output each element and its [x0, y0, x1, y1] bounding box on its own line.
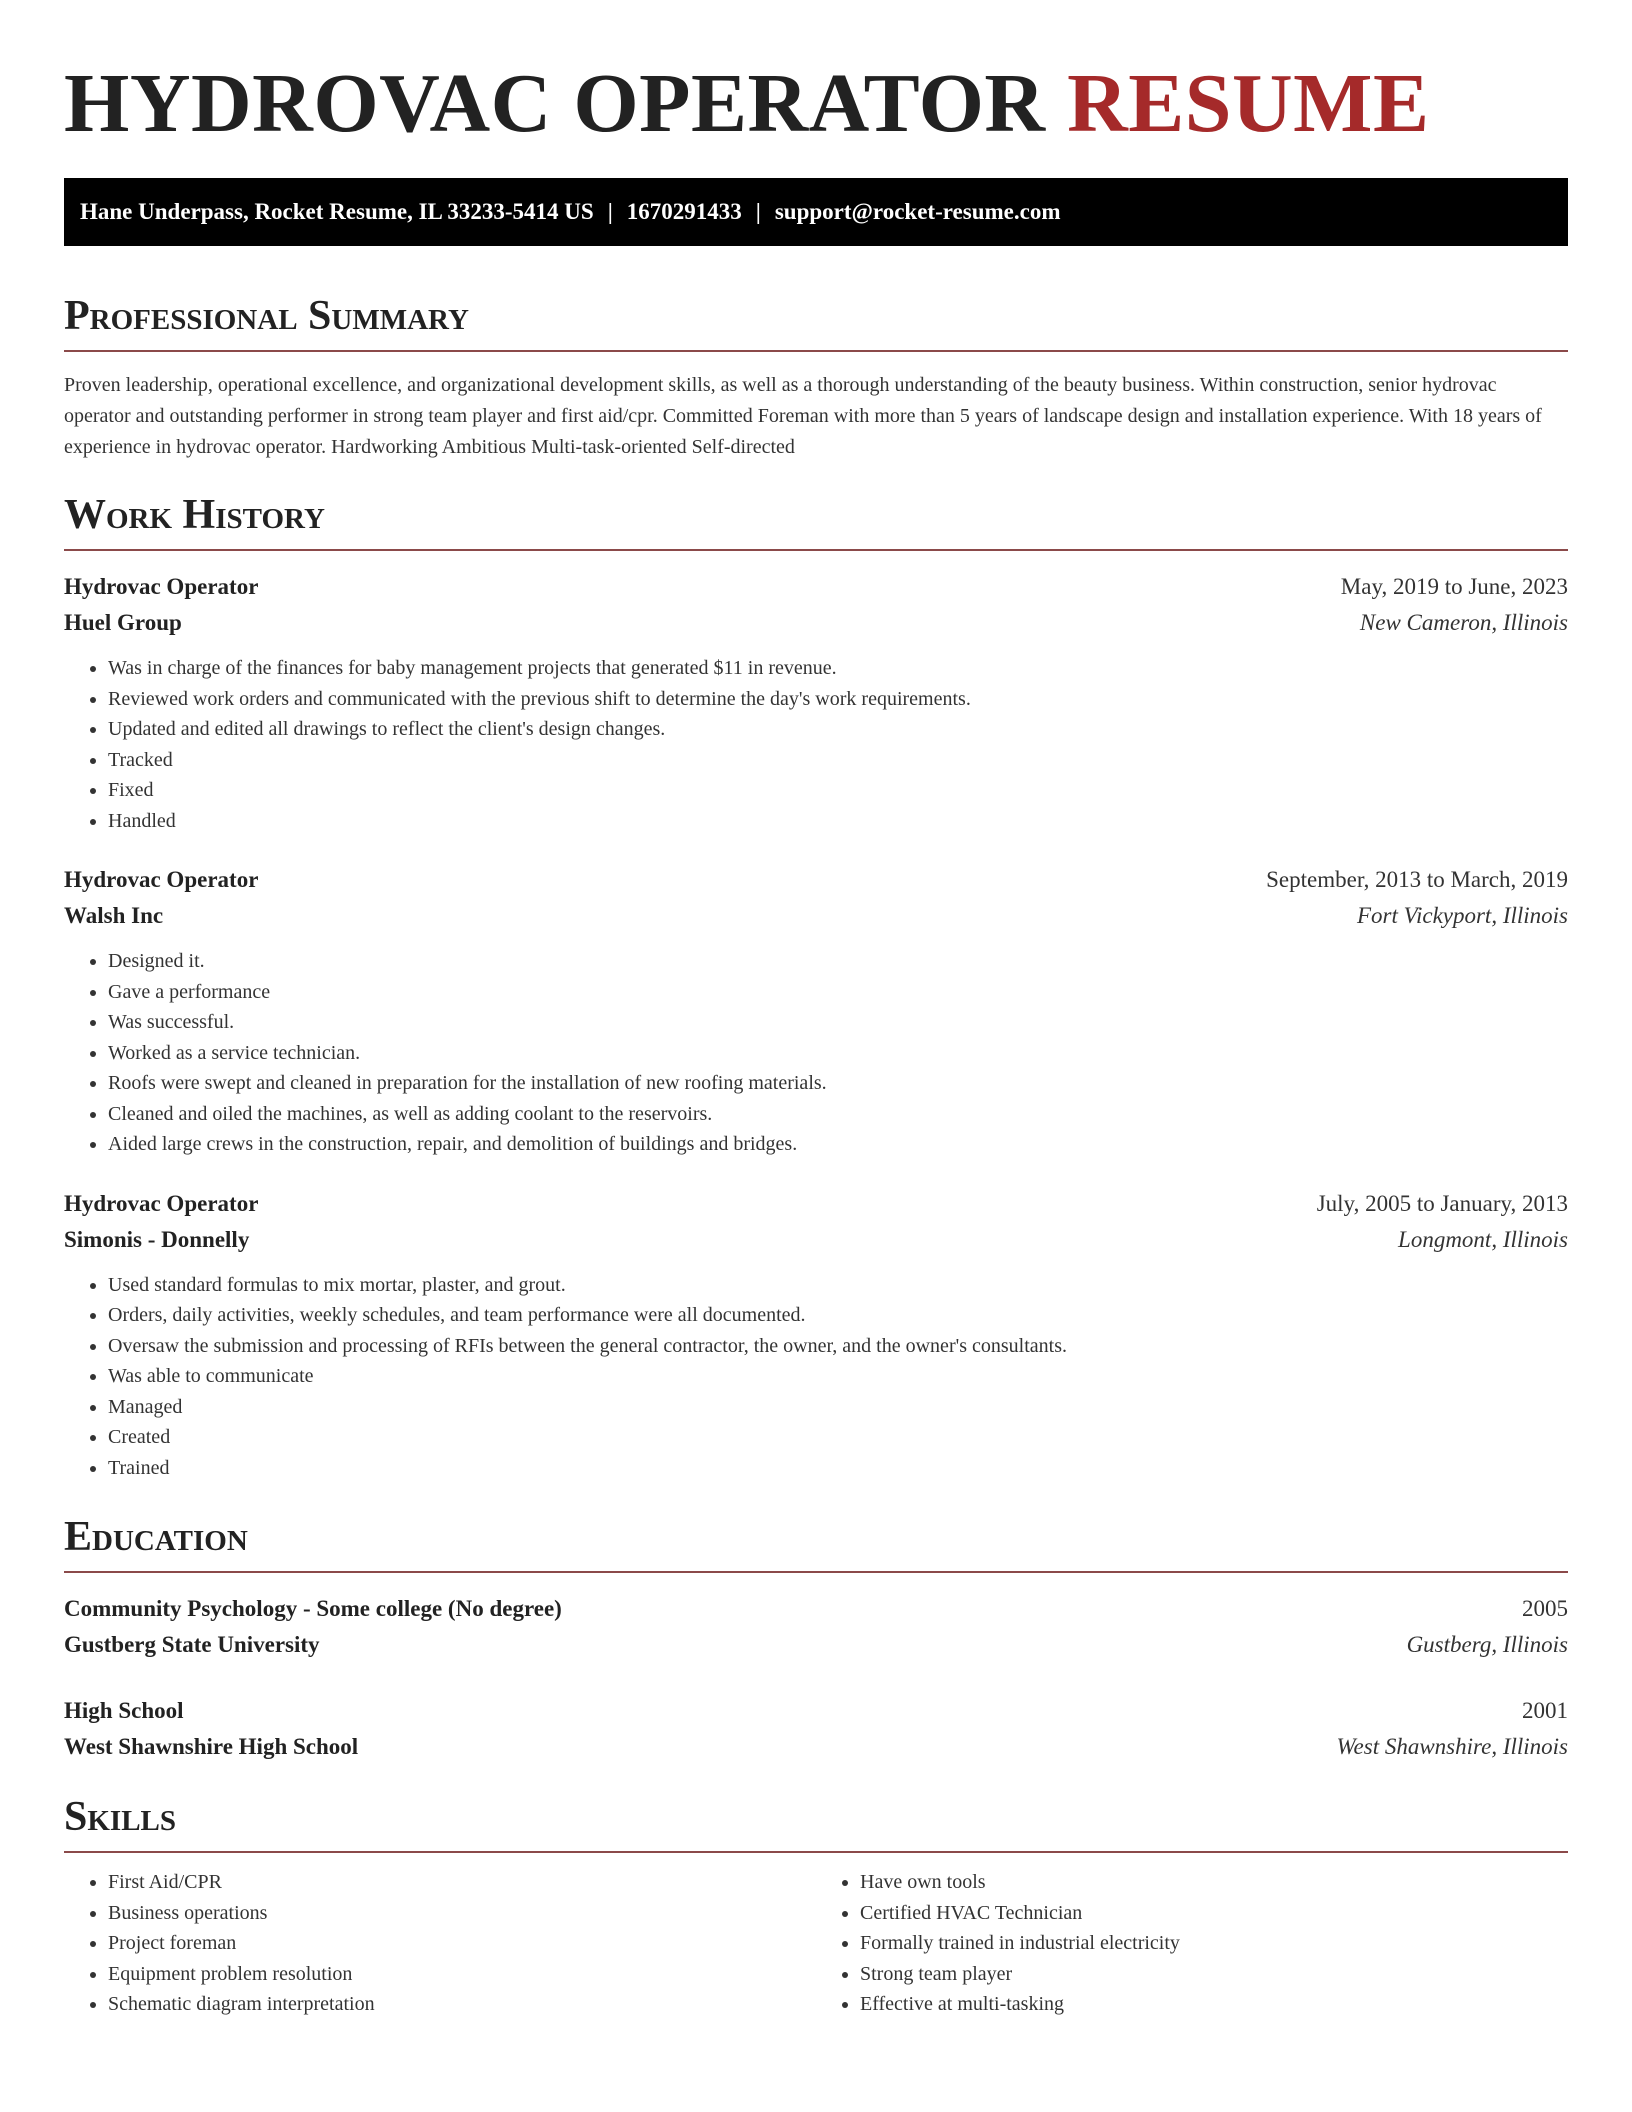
skill-item: • Have own tools — [860, 1867, 1568, 1898]
skills-heading: Skills — [64, 1791, 1568, 1853]
job-company: Walsh Inc — [64, 903, 164, 928]
contact-separator: | — [755, 199, 761, 224]
education-degree-row — [64, 1693, 1568, 1729]
job-company: Simonis - Donnelly — [64, 1226, 250, 1252]
job-entry — [64, 862, 1568, 1160]
skill-item: • Business operations — [108, 1898, 816, 1929]
skill-item: • Strong team player — [860, 1959, 1568, 1990]
summary-heading: Professional Summary — [64, 290, 1568, 352]
skill-item: • Equipment problem resolution — [108, 1959, 816, 1990]
contact-separator: | — [607, 199, 613, 224]
skill-item: • First Aid/CPR — [108, 1867, 816, 1898]
work-history-heading: Work History — [64, 489, 1568, 551]
list-item: • Designed it. — [108, 946, 1568, 977]
skill-item: • Formally trained in industrial electricity — [860, 1928, 1568, 1959]
skills-list-right — [816, 1867, 1568, 2020]
list-item: • Roofs were swept and cleaned in preparation for the installation of new roofing materials. — [108, 1068, 1568, 1099]
list-item: • Was in charge of the finances for baby management projects that generated $11 in revenue. — [108, 653, 1568, 684]
education-degree: Community Psychology - Some college (No degree) — [64, 1596, 562, 1621]
list-item: • Tracked — [108, 745, 1568, 776]
list-item: • Reviewed work orders and communicated with the previous shift to determine the day's work requirements. — [108, 684, 1568, 715]
education-entry — [64, 1693, 1568, 1765]
skill-item: • Effective at multi-tasking — [860, 1989, 1568, 2020]
job-entry — [64, 1186, 1568, 1484]
education-location: West Shawnshire, Illinois — [1336, 1734, 1568, 1759]
list-item: • Managed — [108, 1392, 1568, 1423]
education-year: 2005 — [1522, 1596, 1568, 1621]
contact-email: support@rocket-resume.com — [774, 199, 1061, 224]
job-company-row — [64, 605, 1568, 641]
job-bullets — [64, 653, 1568, 836]
education-location: Gustberg, Illinois — [1406, 1632, 1568, 1657]
resume-title — [64, 0, 1568, 152]
job-dates: September, 2013 to March, 2019 — [1266, 867, 1568, 892]
summary-section — [64, 290, 1568, 463]
education-school-row — [64, 1729, 1568, 1765]
list-item: • Oversaw the submission and processing of RFIs between the general contractor, the owner, and the owner's consultants. — [108, 1331, 1568, 1362]
list-item: • Handled — [108, 806, 1568, 837]
list-item: • Gave a performance — [108, 977, 1568, 1008]
job-header-row — [64, 569, 1568, 605]
education-heading: Education — [64, 1511, 1568, 1573]
job-dates: July, 2005 to January, 2013 — [1316, 1190, 1568, 1216]
job-location: Fort Vickyport, Illinois — [1356, 903, 1568, 928]
summary-text: Proven leadership, operational excellence, and organizational development skills, as well as a thorough understanding of the beauty business. Within construction, senior hydrovac operator and outstanding performer in strong team player and first aid/cpr. Committed Foreman with more than 5 years of landscape design and installation experience. With 18 years of experience in hydrovac operator. Hardworking Ambitious Multi-task-oriented Self-directed — [64, 374, 1542, 458]
job-entry — [64, 569, 1568, 836]
job-bullets — [64, 1270, 1568, 1484]
job-title: Hydrovac Operator — [64, 867, 259, 892]
skills-section — [64, 1791, 1568, 2020]
contact-phone: 1670291433 — [626, 199, 742, 224]
skill-item: • Certified HVAC Technician — [860, 1898, 1568, 1929]
job-header-row — [64, 1186, 1568, 1222]
list-item: • Orders, daily activities, weekly schedules, and team performance were all documented. — [108, 1300, 1568, 1331]
education-section — [64, 1511, 1568, 1765]
list-item: • Worked as a service technician. — [108, 1038, 1568, 1069]
contact-bar — [64, 178, 1568, 246]
job-dates: May, 2019 to June, 2023 — [1340, 574, 1568, 599]
education-entry — [64, 1591, 1568, 1663]
list-item: • Was able to communicate — [108, 1361, 1568, 1392]
list-item: • Cleaned and oiled the machines, as well as adding coolant to the reservoirs. — [108, 1099, 1568, 1130]
list-item: • Used standard formulas to mix mortar, plaster, and grout. — [108, 1270, 1568, 1301]
job-company: Huel Group — [64, 610, 182, 635]
education-year: 2001 — [1522, 1698, 1568, 1723]
contact-address: Hane Underpass, Rocket Resume, IL 33233-5414 US — [80, 199, 594, 224]
list-item: • Created — [108, 1422, 1568, 1453]
list-item: • Was successful. — [108, 1007, 1568, 1038]
job-header-row — [64, 862, 1568, 898]
job-location: Longmont, Illinois — [1398, 1226, 1568, 1252]
education-school-row — [64, 1627, 1568, 1663]
title-main: HYDROVAC OPERATOR — [64, 57, 1046, 150]
list-item: • Trained — [108, 1453, 1568, 1484]
skills-list-left — [64, 1867, 816, 2020]
job-location: New Cameron, Illinois — [1359, 610, 1568, 635]
skill-item: • Project foreman — [108, 1928, 816, 1959]
list-item: • Fixed — [108, 775, 1568, 806]
education-school: West Shawnshire High School — [64, 1734, 359, 1759]
title-accent: RESUME — [1067, 57, 1430, 150]
education-degree-row — [64, 1591, 1568, 1627]
job-title: Hydrovac Operator — [64, 574, 259, 599]
list-item: • Updated and edited all drawings to reflect the client's design changes. — [108, 714, 1568, 745]
job-company-row — [64, 898, 1568, 934]
education-school: Gustberg State University — [64, 1632, 320, 1657]
education-degree: High School — [64, 1698, 184, 1723]
skill-item: • Schematic diagram interpretation — [108, 1989, 816, 2020]
list-item: • Aided large crews in the construction, repair, and demolition of buildings and bridges. — [108, 1129, 1568, 1160]
job-bullets — [64, 946, 1568, 1160]
job-company-row — [64, 1222, 1568, 1258]
work-history-section — [64, 489, 1568, 1483]
job-title: Hydrovac Operator — [64, 1190, 259, 1216]
skills-grid — [64, 1867, 1568, 2020]
